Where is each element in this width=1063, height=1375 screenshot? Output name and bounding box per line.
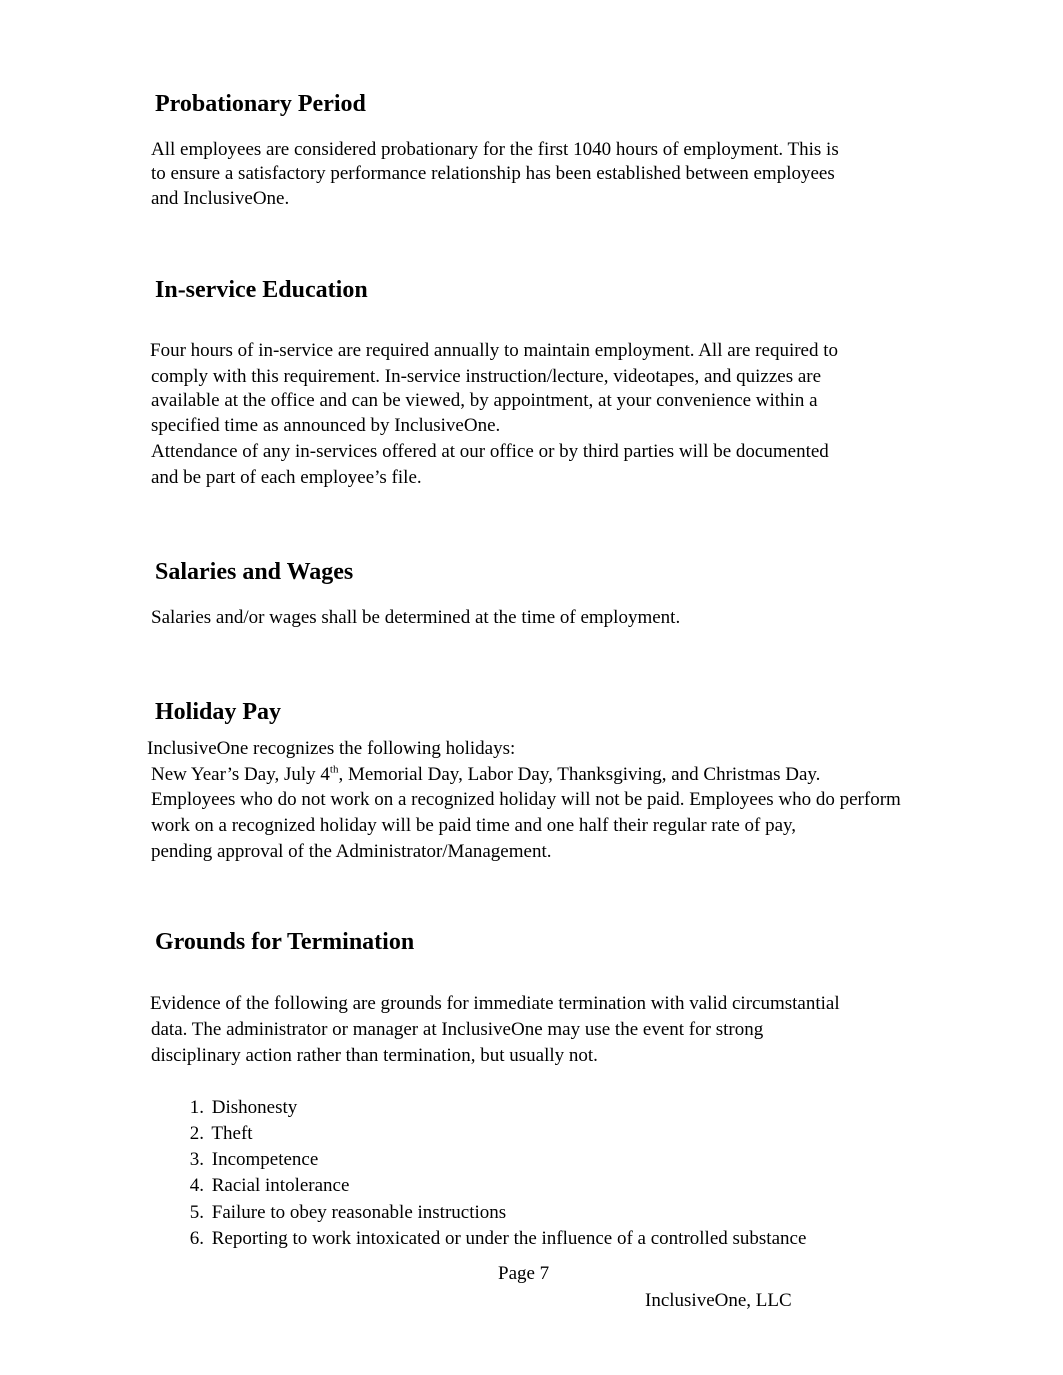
paragraph-line: Salaries and/or wages shall be determined at the time of employment. [151,607,681,628]
list-number: 3. [189,1149,204,1170]
paragraph-line: pending approval of the Administrator/Management. [151,841,552,862]
list-item [176,1147,318,1173]
paragraph-line: All employees are considered probationary for the first 1040 hours of employment. This is [151,139,839,160]
holidays-list-line [151,762,820,787]
paragraph-line: Attendance of any in-services offered at our office or by third parties will be documented [151,441,829,462]
list-number: 4. [189,1175,204,1196]
paragraph-line: data. The administrator or manager at InclusiveOne may use the event for strong [151,1019,764,1040]
holidays-text: New Year’s Day, July 4 [151,764,330,785]
section-heading-holiday: Holiday Pay [155,699,282,725]
list-number: 6. [189,1228,204,1249]
list-item [176,1173,349,1199]
list-item-text: Reporting to work intoxicated or under the influence of a controlled substance [211,1228,807,1249]
list-number: 1. [189,1097,204,1118]
paragraph-line: comply with this requirement. In-service instruction/lecture, videotapes, and quizzes are [151,366,822,387]
list-number: 2. [189,1123,204,1144]
list-item [176,1121,253,1147]
list-item [176,1226,806,1252]
section-heading-probationary: Probationary Period [155,91,366,117]
section-heading-inservice: In-service Education [155,277,368,303]
list-item-text: Theft [211,1123,253,1144]
paragraph-line: Employees who do not work on a recognized holiday will not be paid. Employees who do perform [151,789,901,810]
list-item-text: Racial intolerance [211,1175,350,1196]
footer-company: InclusiveOne, LLC [645,1290,792,1311]
paragraph-line: and InclusiveOne. [151,188,290,209]
list-item [176,1095,297,1121]
holidays-text: , Memorial Day, Labor Day, Thanksgiving, and Christmas Day. [338,764,821,785]
paragraph-line: available at the office and can be viewed, by appointment, at your convenience within a [151,390,818,411]
paragraph-line: specified time as announced by InclusiveOne. [151,415,501,436]
paragraph-line: to ensure a satisfactory performance relationship has been established between employees [151,163,835,184]
section-heading-termination: Grounds for Termination [155,929,415,955]
ordinal-suffix: th [329,763,339,776]
paragraph-line: work on a recognized holiday will be paid time and one half their regular rate of pay, [151,815,797,836]
list-item [176,1200,506,1226]
paragraph-line: disciplinary action rather than termination, but usually not. [151,1045,598,1066]
list-item-text: Failure to obey reasonable instructions [211,1202,507,1223]
list-item-text: Dishonesty [211,1097,298,1118]
section-heading-salaries: Salaries and Wages [155,559,354,585]
paragraph-line: InclusiveOne recognizes the following holidays: [147,738,516,759]
paragraph-line: Evidence of the following are grounds for immediate termination with valid circumstantial [150,993,840,1014]
list-number: 5. [189,1202,204,1223]
paragraph-line: and be part of each employee’s file. [151,467,422,488]
page-number: Page 7 [498,1263,550,1284]
paragraph-line: Four hours of in-service are required annually to maintain employment. All are required to [150,340,839,361]
list-item-text: Incompetence [211,1149,319,1170]
